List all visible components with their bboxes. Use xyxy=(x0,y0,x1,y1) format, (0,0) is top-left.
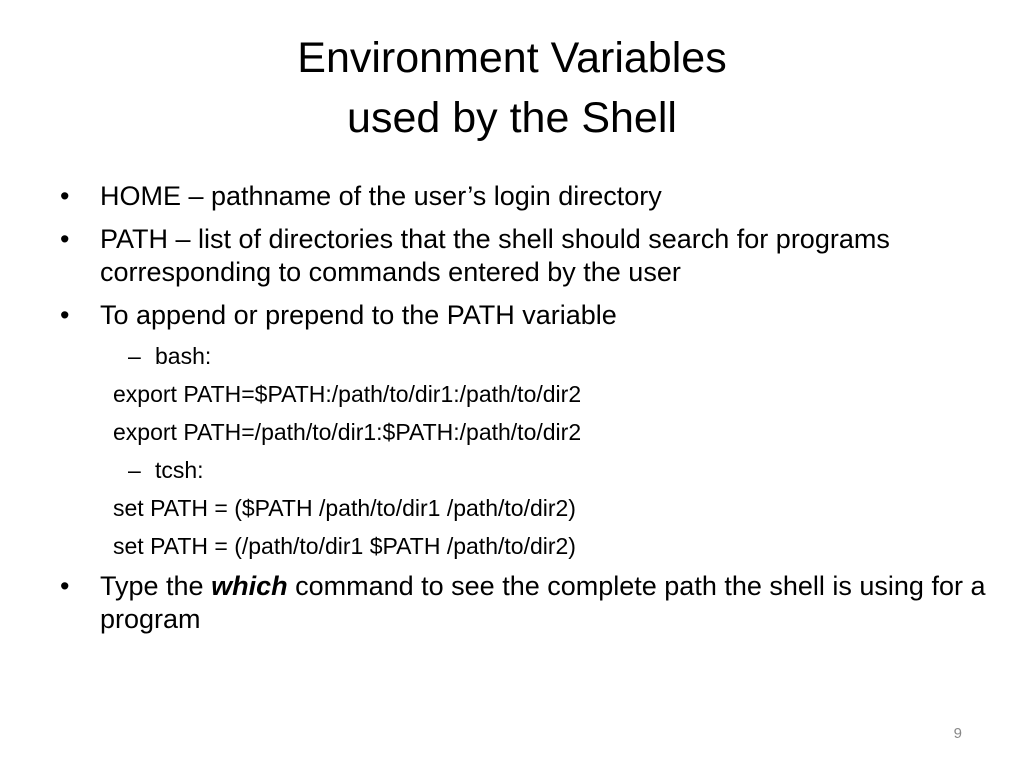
code-line: export PATH=$PATH:/path/to/dir1:/path/to/dir2 xyxy=(113,381,582,407)
sub-bullet-label: tcsh: xyxy=(155,457,204,483)
bullet-text-before: Type the xyxy=(100,571,212,601)
bullet-text: To append or prepend to the PATH variable xyxy=(100,300,617,330)
bullet-icon: • xyxy=(60,300,70,330)
bullet-icon: • xyxy=(60,181,70,211)
bullet-home xyxy=(60,180,990,213)
code-line: set PATH = (/path/to/dir1 $PATH /path/to/dir2) xyxy=(113,533,576,559)
bullet-icon: • xyxy=(60,571,70,601)
sub-bullet-bash xyxy=(60,342,990,370)
slide-body xyxy=(60,180,990,646)
bullet-append-prepend xyxy=(60,299,990,332)
slide-title-line-2: used by the Shell xyxy=(347,94,677,142)
dash-icon: – xyxy=(128,343,141,369)
page-number: 9 xyxy=(953,725,962,742)
bullet-text: HOME – pathname of the user’s login directory xyxy=(100,181,662,211)
bullet-text-after: command to see the complete path the shell is using for a program xyxy=(100,571,986,634)
bullet-which-command xyxy=(60,570,990,636)
emphasized-command: which xyxy=(211,571,288,601)
bullet-text: PATH – list of directories that the shell should search for programs corresponding to commands entered by the user xyxy=(100,224,890,287)
slide-title xyxy=(0,28,1024,148)
slide-title-line-1: Environment Variables xyxy=(297,34,727,82)
sub-bullet-label: bash: xyxy=(155,343,212,369)
bullet-icon: • xyxy=(60,224,70,254)
code-line: export PATH=/path/to/dir1:$PATH:/path/to/dir2 xyxy=(113,419,582,445)
dash-icon: – xyxy=(128,457,141,483)
bullet-path xyxy=(60,223,990,289)
sub-bullet-tcsh xyxy=(60,456,990,484)
code-line: set PATH = ($PATH /path/to/dir1 /path/to/dir2) xyxy=(113,495,576,521)
